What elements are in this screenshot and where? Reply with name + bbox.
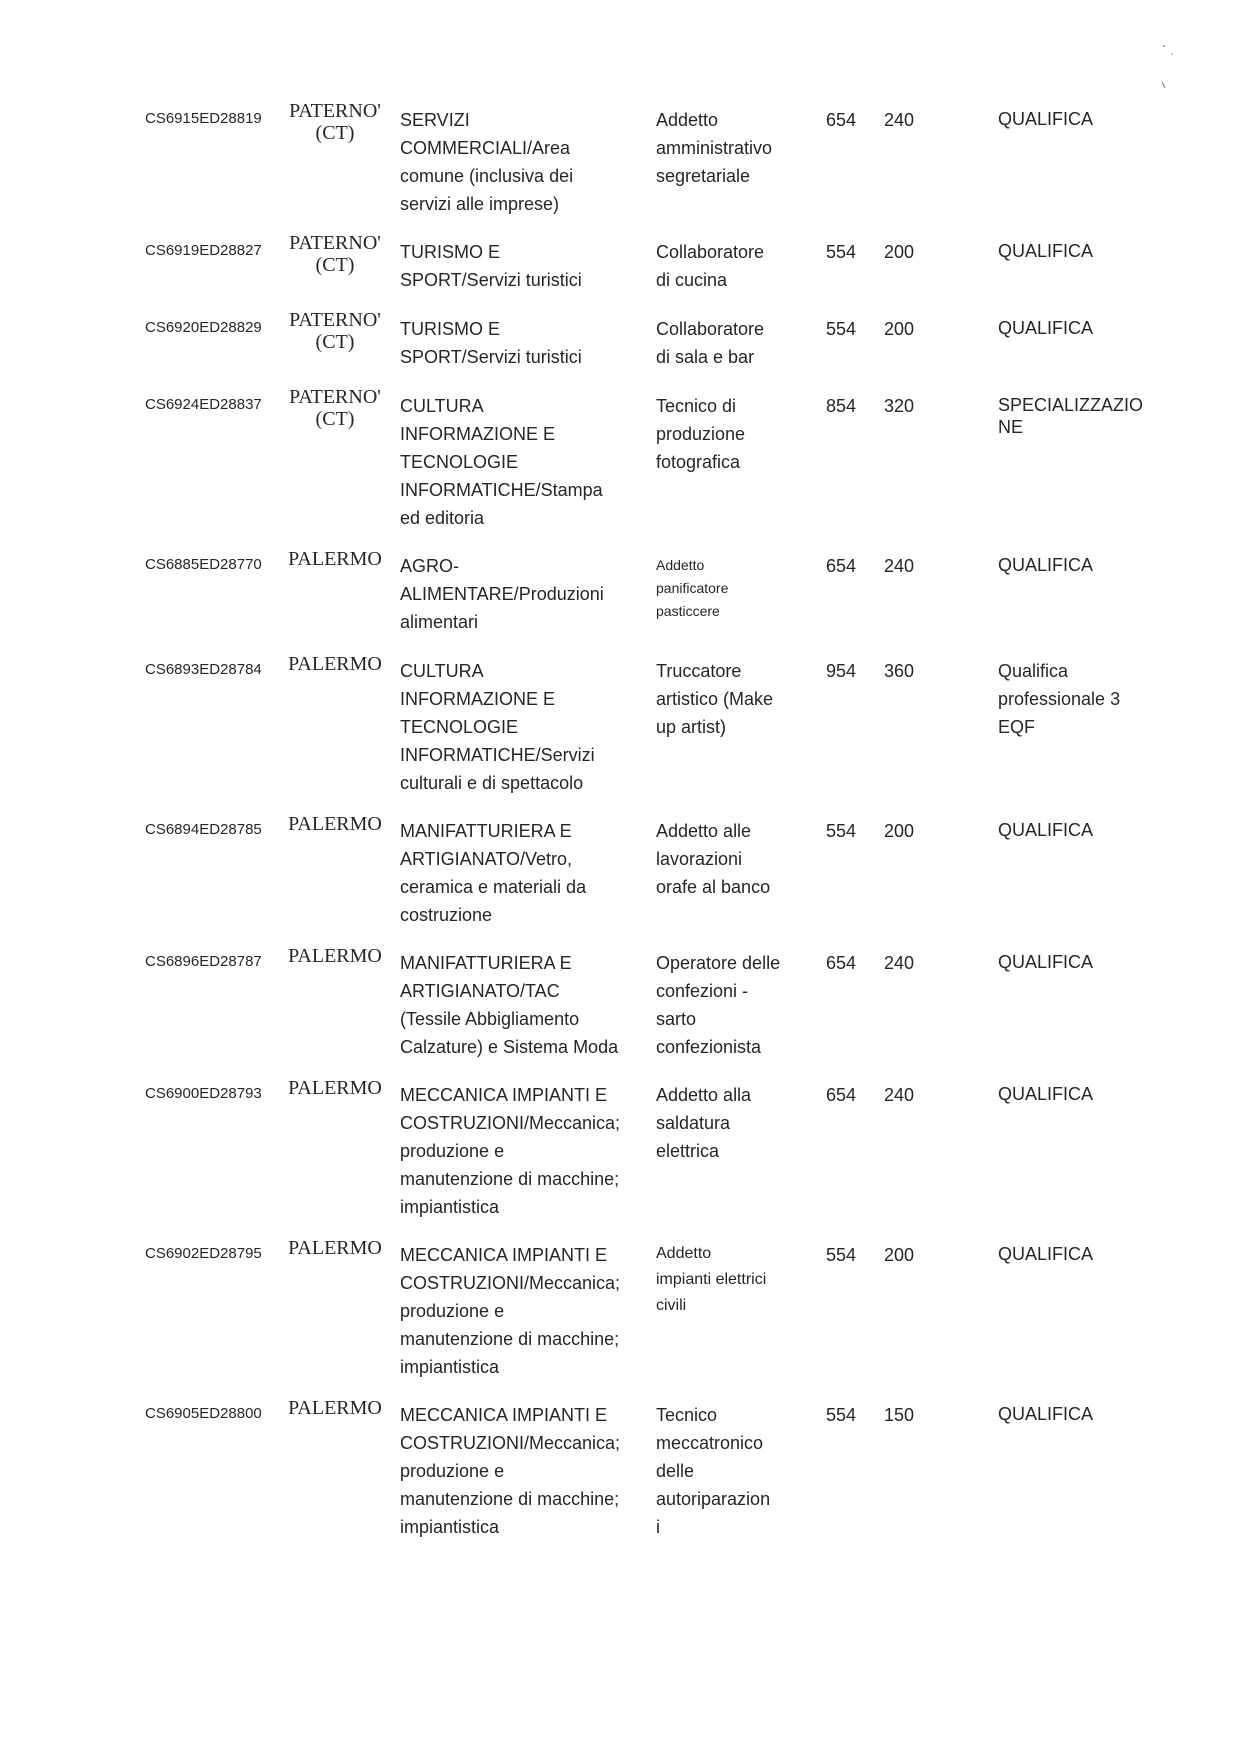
text-line: autoriparazion bbox=[656, 1489, 771, 1509]
course-code: CS6894ED28785 bbox=[145, 821, 262, 838]
course-hours-stage: 200 bbox=[884, 1245, 915, 1265]
text-line: segretariale bbox=[656, 166, 751, 186]
text-line: INFORMAZIONE E bbox=[400, 424, 556, 444]
text-line: NE bbox=[998, 417, 1024, 437]
text-line: PALERMO bbox=[288, 653, 382, 675]
course-hours-total: 554 bbox=[826, 1405, 857, 1425]
course-hours-total: 554 bbox=[826, 242, 857, 262]
text-line: pasticcere bbox=[656, 603, 720, 619]
course-hours-stage: 200 bbox=[884, 242, 915, 262]
text-line: QUALIFICA bbox=[998, 820, 1094, 840]
text-line: EQF bbox=[998, 717, 1036, 737]
text-line: impiantistica bbox=[400, 1517, 500, 1537]
text-line: civili bbox=[656, 1297, 687, 1314]
text-line: CULTURA bbox=[400, 396, 484, 416]
course-sector bbox=[400, 232, 640, 294]
course-profile bbox=[656, 1235, 806, 1319]
course-profile bbox=[656, 811, 806, 901]
course-profile bbox=[656, 651, 806, 741]
text-line: PALERMO bbox=[288, 945, 382, 967]
text-line: PATERNO' bbox=[289, 232, 381, 254]
text-line: AGRO- bbox=[400, 556, 460, 576]
text-line: Addetto bbox=[656, 1245, 712, 1262]
course-hours-total: 554 bbox=[826, 821, 857, 841]
course-type bbox=[998, 1395, 1168, 1425]
text-line: INFORMATICHE/Stampa bbox=[400, 480, 603, 500]
text-line: artistico (Make bbox=[656, 689, 774, 709]
course-city bbox=[275, 546, 395, 570]
text-line: panificatore bbox=[656, 580, 729, 596]
text-line: elettrica bbox=[656, 1141, 720, 1161]
text-line: QUALIFICA bbox=[998, 318, 1094, 338]
text-line: Qualifica bbox=[998, 661, 1069, 681]
text-line: fotografica bbox=[656, 452, 741, 472]
course-code: CS6902ED28795 bbox=[145, 1245, 262, 1262]
course-type bbox=[998, 546, 1168, 576]
course-sector bbox=[400, 1075, 640, 1221]
text-line: comune (inclusiva dei bbox=[400, 166, 574, 186]
course-code: CS6905ED28800 bbox=[145, 1405, 262, 1422]
text-line: delle bbox=[656, 1461, 695, 1481]
text-line: MECCANICA IMPIANTI E bbox=[400, 1245, 608, 1265]
text-line: SERVIZI bbox=[400, 110, 470, 130]
text-line: TECNOLOGIE bbox=[400, 717, 519, 737]
text-line: QUALIFICA bbox=[998, 952, 1094, 972]
text-line: Addetto bbox=[656, 110, 719, 130]
course-sector bbox=[400, 943, 640, 1061]
text-line: MANIFATTURIERA E bbox=[400, 821, 572, 841]
course-code: CS6893ED28784 bbox=[145, 661, 262, 678]
course-city bbox=[275, 943, 395, 967]
course-hours-stage: 360 bbox=[884, 661, 915, 681]
course-profile bbox=[656, 309, 806, 371]
text-line: PALERMO bbox=[288, 1397, 382, 1419]
course-hours-stage: 320 bbox=[884, 396, 915, 416]
text-line: manutenzione di macchine; bbox=[400, 1489, 620, 1509]
course-hours-total: 954 bbox=[826, 661, 857, 681]
course-profile bbox=[656, 1395, 806, 1541]
text-line: ALIMENTARE/Produzioni bbox=[400, 584, 604, 604]
text-line: impiantistica bbox=[400, 1357, 500, 1377]
course-hours-stage: 240 bbox=[884, 1085, 915, 1105]
text-line: PATERNO' bbox=[289, 309, 381, 331]
course-sector bbox=[400, 309, 640, 371]
course-profile bbox=[656, 943, 806, 1061]
course-profile bbox=[656, 546, 806, 623]
course-sector bbox=[400, 546, 640, 636]
course-hours-stage: 200 bbox=[884, 821, 915, 841]
course-type bbox=[998, 100, 1168, 130]
text-line: Addetto alla bbox=[656, 1085, 752, 1105]
course-type bbox=[998, 811, 1168, 841]
text-line: ceramica e materiali da bbox=[400, 877, 587, 897]
scan-specks bbox=[1160, 40, 1190, 100]
text-line: QUALIFICA bbox=[998, 1084, 1094, 1104]
course-type bbox=[998, 232, 1168, 262]
text-line: produzione e bbox=[400, 1461, 505, 1481]
text-line: di sala e bar bbox=[656, 347, 755, 367]
text-line: PATERNO' bbox=[289, 100, 381, 122]
course-city bbox=[275, 1235, 395, 1259]
text-line: di cucina bbox=[656, 270, 728, 290]
text-line: QUALIFICA bbox=[998, 1244, 1094, 1264]
text-line: Tecnico di bbox=[656, 396, 737, 416]
text-line: manutenzione di macchine; bbox=[400, 1169, 620, 1189]
text-line: (Tessile Abbigliamento bbox=[400, 1009, 580, 1029]
text-line: Collaboratore bbox=[656, 319, 765, 339]
text-line: lavorazioni bbox=[656, 849, 743, 869]
text-line: QUALIFICA bbox=[998, 555, 1094, 575]
course-hours-total: 654 bbox=[826, 110, 857, 130]
text-line: ARTIGIANATO/TAC bbox=[400, 981, 560, 1001]
text-line: Operatore delle bbox=[656, 953, 781, 973]
text-line: PALERMO bbox=[288, 1077, 382, 1099]
text-line: Collaboratore bbox=[656, 242, 765, 262]
text-line: (CT) bbox=[315, 408, 355, 430]
text-line: manutenzione di macchine; bbox=[400, 1329, 620, 1349]
course-city bbox=[275, 232, 395, 276]
course-type bbox=[998, 1235, 1168, 1265]
course-sector bbox=[400, 386, 640, 532]
text-line: TURISMO E bbox=[400, 319, 501, 339]
course-hours-total: 654 bbox=[826, 1085, 857, 1105]
text-line: (CT) bbox=[315, 331, 355, 353]
course-code: CS6919ED28827 bbox=[145, 242, 262, 259]
course-hours-total: 654 bbox=[826, 953, 857, 973]
course-sector bbox=[400, 651, 640, 797]
text-line: produzione e bbox=[400, 1301, 505, 1321]
course-hours-stage: 150 bbox=[884, 1405, 915, 1425]
course-sector bbox=[400, 1395, 640, 1541]
course-hours-stage: 240 bbox=[884, 110, 915, 130]
course-city bbox=[275, 309, 395, 353]
text-line: saldatura bbox=[656, 1113, 731, 1133]
text-line: QUALIFICA bbox=[998, 1404, 1094, 1424]
text-line: impianti elettrici bbox=[656, 1271, 767, 1288]
text-line: PALERMO bbox=[288, 1237, 382, 1259]
text-line: COSTRUZIONI/Meccanica; bbox=[400, 1433, 621, 1453]
text-line: meccatronico bbox=[656, 1433, 764, 1453]
course-hours-stage: 240 bbox=[884, 953, 915, 973]
text-line: MANIFATTURIERA E bbox=[400, 953, 572, 973]
text-line: QUALIFICA bbox=[998, 109, 1094, 129]
text-line: PALERMO bbox=[288, 548, 382, 570]
text-line: COSTRUZIONI/Meccanica; bbox=[400, 1113, 621, 1133]
course-code: CS6885ED28770 bbox=[145, 556, 262, 573]
course-city bbox=[275, 1395, 395, 1419]
course-profile bbox=[656, 100, 806, 190]
course-city bbox=[275, 811, 395, 835]
course-profile bbox=[656, 1075, 806, 1165]
text-line: INFORMATICHE/Servizi bbox=[400, 745, 595, 765]
text-line: COMMERCIALI/Area bbox=[400, 138, 571, 158]
text-line: costruzione bbox=[400, 905, 493, 925]
text-line: COSTRUZIONI/Meccanica; bbox=[400, 1273, 621, 1293]
text-line: amministrativo bbox=[656, 138, 773, 158]
text-line: Truccatore bbox=[656, 661, 742, 681]
course-sector bbox=[400, 811, 640, 929]
text-line: up artist) bbox=[656, 717, 727, 737]
text-line: CULTURA bbox=[400, 661, 484, 681]
text-line: ARTIGIANATO/Vetro, bbox=[400, 849, 573, 869]
course-hours-stage: 200 bbox=[884, 319, 915, 339]
text-line: confezionista bbox=[656, 1037, 762, 1057]
course-sector bbox=[400, 100, 640, 218]
text-line: alimentari bbox=[400, 612, 479, 632]
text-line: ed editoria bbox=[400, 508, 485, 528]
course-profile bbox=[656, 232, 806, 294]
course-type bbox=[998, 386, 1168, 438]
text-line: Addetto alle bbox=[656, 821, 752, 841]
course-hours-total: 554 bbox=[826, 1245, 857, 1265]
text-line: TURISMO E bbox=[400, 242, 501, 262]
text-line: QUALIFICA bbox=[998, 241, 1094, 261]
text-line: SPECIALIZZAZIO bbox=[998, 395, 1144, 415]
text-line: PATERNO' bbox=[289, 386, 381, 408]
text-line: SPORT/Servizi turistici bbox=[400, 270, 582, 290]
course-profile bbox=[656, 386, 806, 476]
text-line: culturali e di spettacolo bbox=[400, 773, 584, 793]
text-line: MECCANICA IMPIANTI E bbox=[400, 1405, 608, 1425]
text-line: orafe al banco bbox=[656, 877, 771, 897]
text-line: MECCANICA IMPIANTI E bbox=[400, 1085, 608, 1105]
text-line: TECNOLOGIE bbox=[400, 452, 519, 472]
course-hours-total: 554 bbox=[826, 319, 857, 339]
text-line: confezioni - bbox=[656, 981, 749, 1001]
course-type bbox=[998, 943, 1168, 973]
course-city bbox=[275, 386, 395, 430]
course-city bbox=[275, 100, 395, 144]
course-city bbox=[275, 1075, 395, 1099]
text-line: (CT) bbox=[315, 122, 355, 144]
text-line: Addetto bbox=[656, 557, 705, 573]
text-line: i bbox=[656, 1517, 660, 1537]
text-line: produzione bbox=[656, 424, 746, 444]
course-hours-total: 854 bbox=[826, 396, 857, 416]
course-sector bbox=[400, 1235, 640, 1381]
course-city bbox=[275, 651, 395, 675]
text-line: produzione e bbox=[400, 1141, 505, 1161]
text-line: servizi alle imprese) bbox=[400, 194, 560, 214]
text-line: SPORT/Servizi turistici bbox=[400, 347, 582, 367]
text-line: sarto bbox=[656, 1009, 697, 1029]
text-line: Calzature) e Sistema Moda bbox=[400, 1037, 619, 1057]
course-code: CS6900ED28793 bbox=[145, 1085, 262, 1102]
text-line: INFORMAZIONE E bbox=[400, 689, 556, 709]
course-code: CS6924ED28837 bbox=[145, 396, 262, 413]
text-line: Tecnico bbox=[656, 1405, 718, 1425]
course-type bbox=[998, 309, 1168, 339]
course-type bbox=[998, 651, 1168, 741]
course-code: CS6915ED28819 bbox=[145, 110, 262, 127]
course-hours-total: 654 bbox=[826, 556, 857, 576]
course-hours-stage: 240 bbox=[884, 556, 915, 576]
course-code: CS6920ED28829 bbox=[145, 319, 262, 336]
text-line: professionale 3 bbox=[998, 689, 1121, 709]
course-type bbox=[998, 1075, 1168, 1105]
course-code: CS6896ED28787 bbox=[145, 953, 262, 970]
text-line: impiantistica bbox=[400, 1197, 500, 1217]
text-line: (CT) bbox=[315, 254, 355, 276]
text-line: PALERMO bbox=[288, 813, 382, 835]
